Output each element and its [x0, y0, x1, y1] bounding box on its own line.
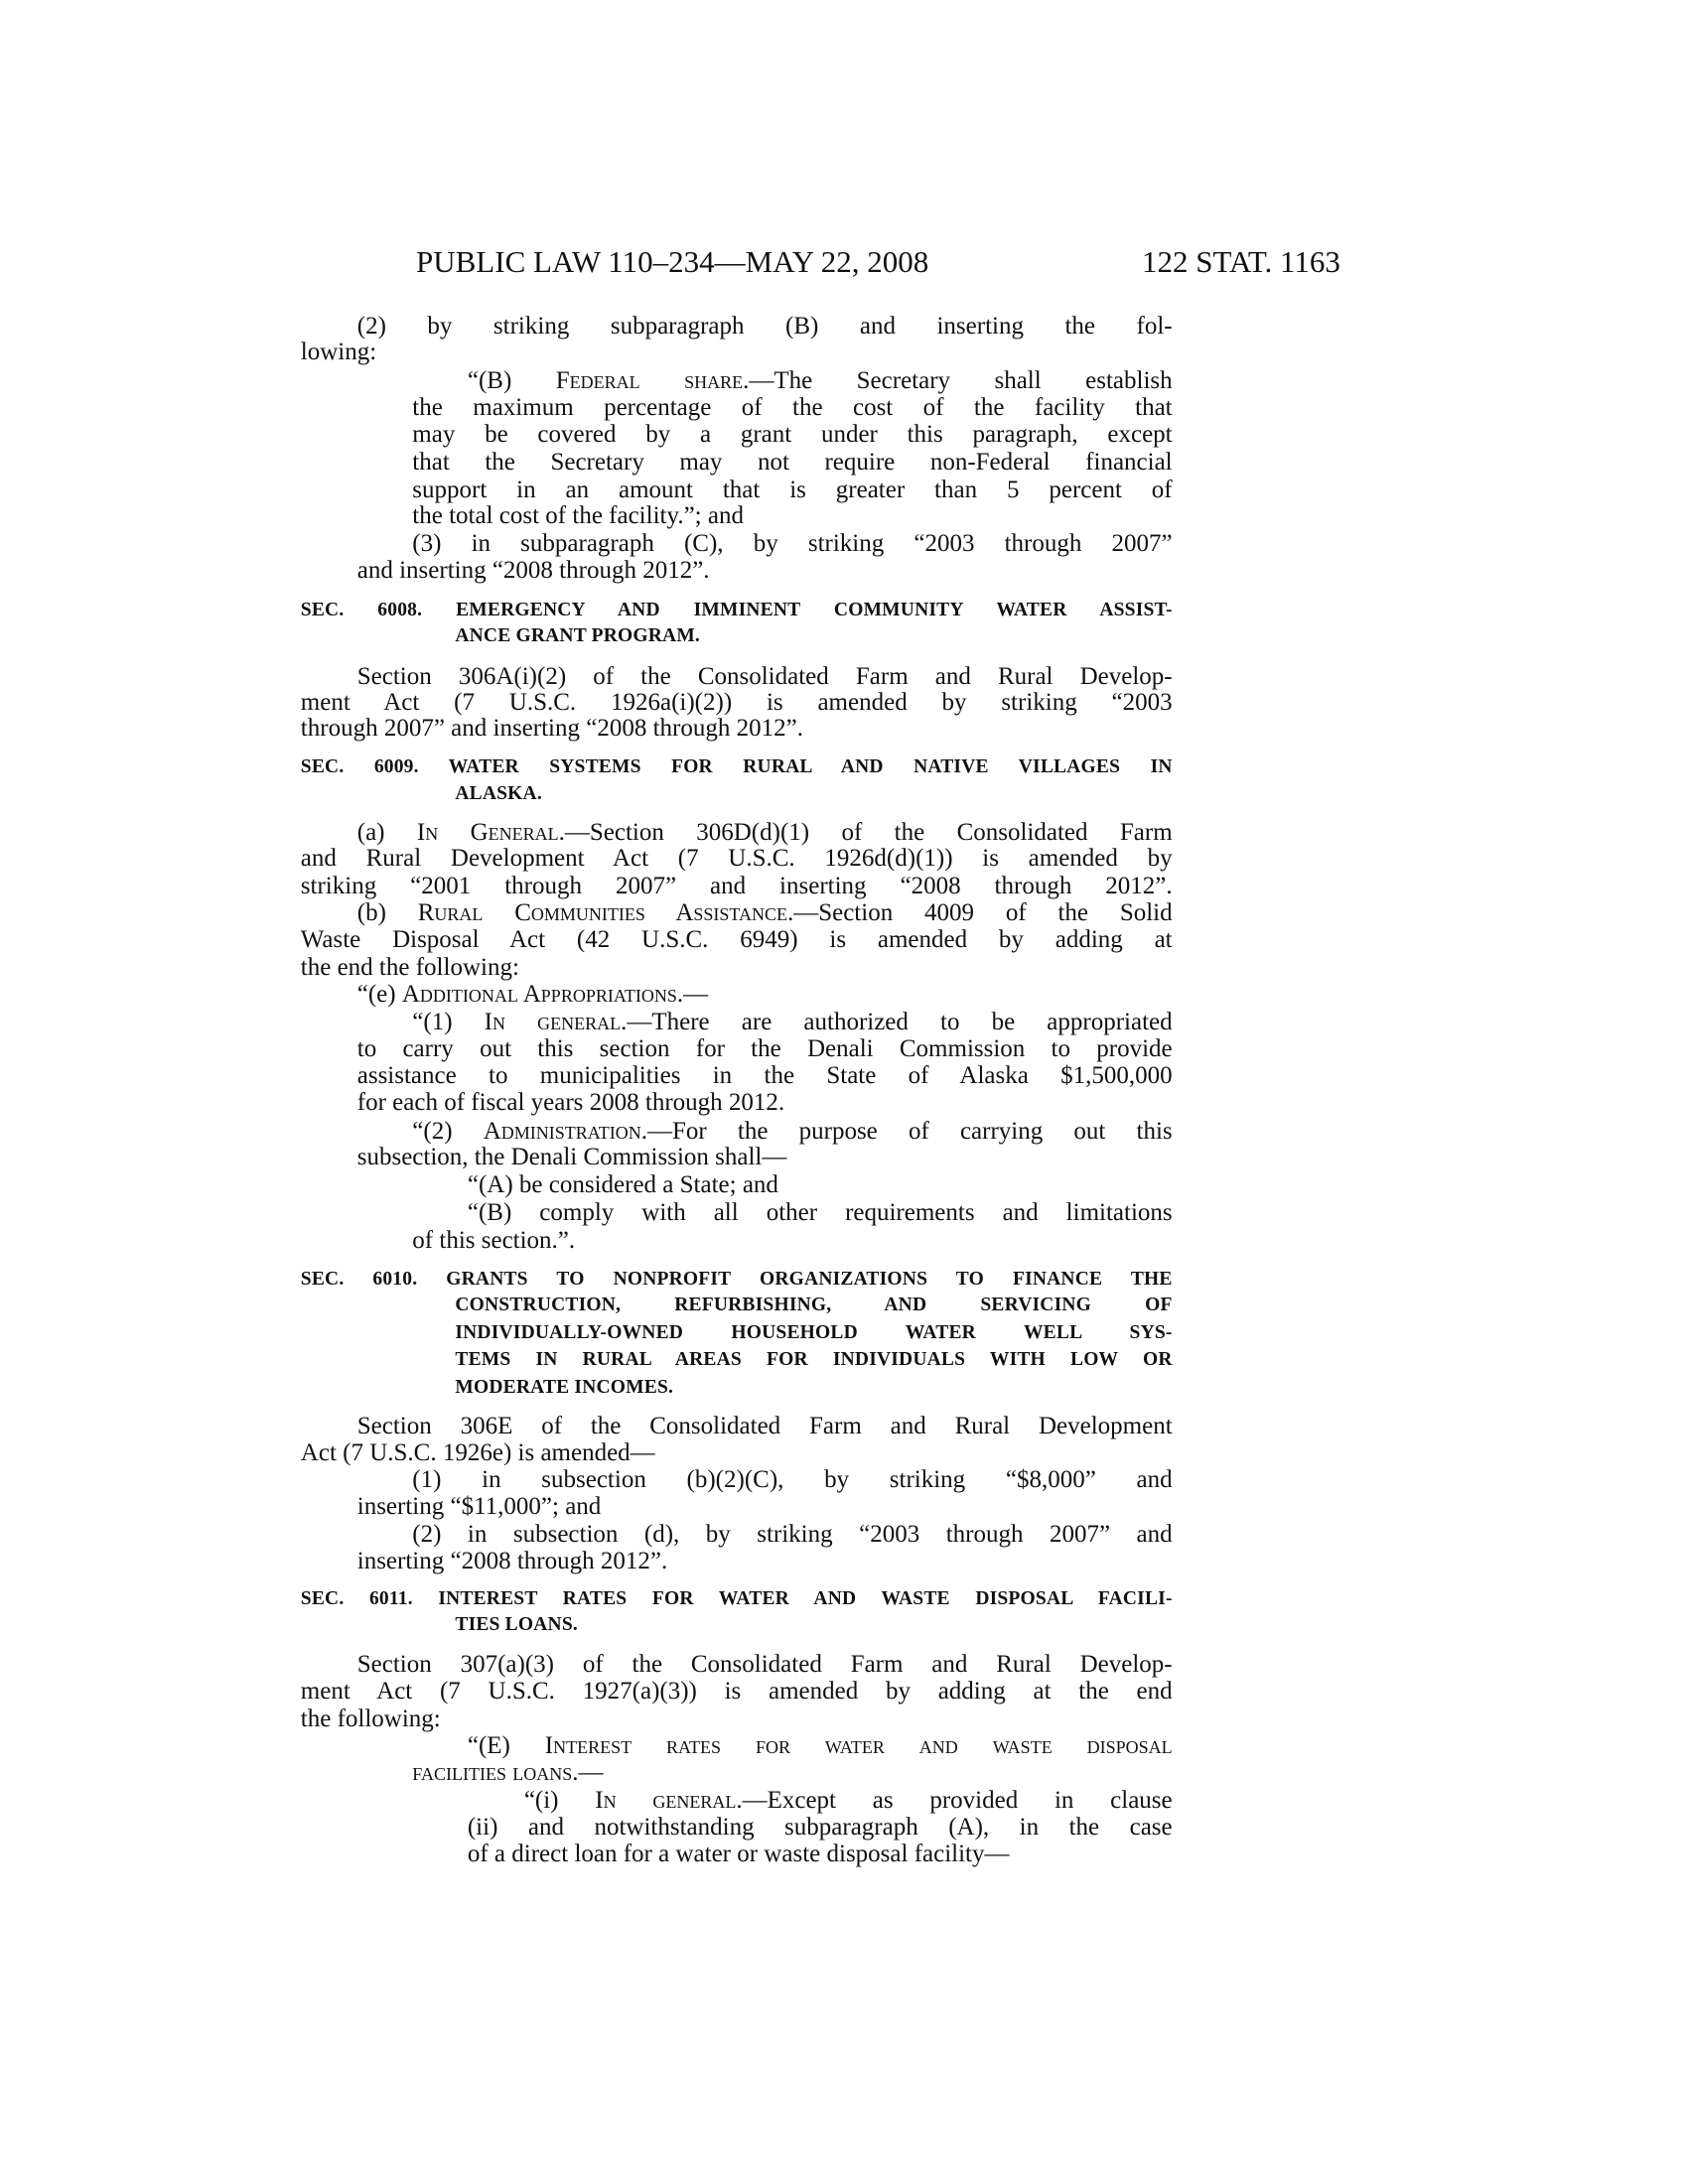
text-line: [412, 421, 1172, 449]
text-span: .—: [676, 981, 709, 1009]
text-span: .—Section 306D(d)(1) of the Consolidated Farm: [558, 818, 1173, 846]
section-heading-line: [455, 1319, 1172, 1347]
small-caps-heading: In general: [484, 1009, 622, 1036]
text-span: “(1): [412, 1009, 485, 1036]
text-span: “(2): [412, 1117, 484, 1145]
text-span: and Rural Development Act (7 U.S.C. 1926d(d)(1)) is amended by: [300, 844, 1173, 872]
section-heading-line: [301, 597, 1173, 624]
section-heading-line: [455, 1292, 1172, 1319]
text-span: subsection, the Denali Commission shall—: [356, 1144, 787, 1171]
text-line: [301, 873, 1173, 900]
text-span: of a direct loan for a water or waste disposal facility—: [467, 1840, 1010, 1867]
text-line: [357, 1062, 1173, 1090]
text-span: (3) in subparagraph (C), by striking “2003 through 2007”: [412, 530, 1173, 558]
text-span: Waste Disposal Act (42 U.S.C. 6949) is amended by adding at: [300, 925, 1173, 953]
text-span: SEC. 6009. WATER SYSTEMS FOR RURAL AND NATIVE VILLAGES IN: [300, 756, 1173, 778]
text-line: [357, 899, 1173, 927]
text-line: [357, 1413, 1173, 1440]
small-caps-heading: Federal share: [555, 367, 744, 395]
text-span: striking “2001 through 2007” and inserting “2008 through 2012”.: [300, 872, 1173, 899]
text-line: [301, 339, 1173, 366]
text-line: [468, 1814, 1173, 1842]
section-heading-line: [301, 1585, 1173, 1613]
text-span: (1) in subsection (b)(2)(C), by striking “$8,000” and: [412, 1466, 1173, 1494]
text-span: INDIVIDUALLY-OWNED HOUSEHOLD WATER WELL SYS-: [455, 1321, 1173, 1343]
small-caps-heading: facilities loans: [412, 1758, 573, 1786]
text-line: [412, 502, 1172, 530]
text-line: [412, 394, 1172, 422]
text-line: [468, 1841, 1173, 1868]
text-span: to carry out this section for the Denali Commission to provide: [356, 1034, 1173, 1062]
text-span: SEC. 6011. INTEREST RATES FOR WATER AND WASTE DISPOSAL FACILI-: [300, 1587, 1173, 1609]
text-line: [412, 1759, 1172, 1787]
text-span: lowing:: [300, 339, 377, 366]
text-line: [412, 477, 1172, 504]
text-span: ALASKA.: [455, 782, 542, 804]
text-line: [301, 954, 1173, 982]
text-line: [301, 845, 1173, 873]
text-span: MODERATE INCOMES.: [455, 1377, 674, 1399]
small-caps-heading: In General: [416, 818, 559, 846]
text-span: (2) in subsection (d), by striking “2003 through 2007” and: [412, 1520, 1173, 1548]
text-span: may be covered by a grant under this paragraph, except: [412, 421, 1173, 449]
text-span: SEC. 6008. EMERGENCY AND IMMINENT COMMUNITY WATER ASSIST-: [300, 599, 1173, 620]
text-span: (b): [356, 899, 418, 927]
text-span: .—Except as provided in clause: [736, 1786, 1173, 1814]
small-caps-heading: In general: [595, 1786, 737, 1814]
text-span: (ii) and notwithstanding subparagraph (A), in the case: [467, 1814, 1173, 1842]
text-line: [357, 819, 1173, 847]
text-line: [412, 449, 1172, 477]
text-line: [468, 1171, 1173, 1199]
section-heading-line: [301, 1266, 1173, 1294]
text-line: [301, 926, 1173, 954]
text-span: .—: [572, 1758, 604, 1786]
small-caps-heading: Administration: [483, 1117, 641, 1145]
small-caps-heading: Interest rates for water and waste disposal: [544, 1732, 1173, 1760]
text-span: support in an amount that is greater than 5 percent of: [412, 477, 1173, 504]
text-span: “(B): [467, 367, 556, 395]
text-span: “(i): [523, 1786, 596, 1814]
header-stat-page: 122 STAT. 1163: [1142, 244, 1340, 279]
text-line: [412, 1009, 1172, 1036]
section-heading-line: [455, 1346, 1172, 1374]
text-line: [468, 1732, 1173, 1760]
text-span: (a): [356, 818, 417, 846]
text-span: “(e): [356, 981, 402, 1009]
text-span: .—Section 4009 of the Solid: [786, 899, 1173, 927]
text-span: the total cost of the facility.”; and: [412, 502, 744, 530]
text-span: TEMS IN RURAL AREAS FOR INDIVIDUALS WITH LOW OR: [455, 1349, 1173, 1371]
text-span: (2) by striking subparagraph (B) and inserting the fol-: [356, 312, 1173, 340]
section-heading-line: [301, 753, 1173, 781]
text-line: [301, 1706, 1173, 1733]
text-line: [468, 367, 1173, 395]
text-span: Act (7 U.S.C. 1926e) is amended—: [300, 1438, 655, 1466]
section-heading-line: [455, 622, 1172, 650]
section-heading-line: [455, 780, 1172, 808]
text-span: through 2007” and inserting “2008 through 2012”.: [300, 715, 803, 743]
small-caps-heading: Additional Appropriations: [401, 981, 677, 1009]
text-line: [412, 1466, 1172, 1494]
text-line: [412, 1118, 1172, 1146]
text-span: “(E): [467, 1732, 545, 1760]
text-span: of this section.”.: [412, 1226, 576, 1254]
text-span: inserting “$11,000”; and: [356, 1492, 602, 1520]
text-line: [357, 1548, 1173, 1575]
text-span: the maximum percentage of the cost of the facility that: [412, 393, 1173, 421]
text-span: and inserting “2008 through 2012”.: [356, 556, 710, 584]
text-line: [357, 1493, 1173, 1521]
text-span: “(B) comply with all other requirements and limitations: [467, 1198, 1173, 1226]
text-line: [357, 663, 1173, 691]
text-line: [357, 1651, 1173, 1679]
text-span: ment Act (7 U.S.C. 1927(a)(3)) is amended by adding at the end: [300, 1677, 1173, 1705]
section-heading-line: [455, 1611, 1172, 1639]
text-line: [357, 1144, 1173, 1171]
section-heading-line: [455, 1374, 1172, 1402]
text-line: [301, 689, 1173, 717]
text-span: Section 306E of the Consolidated Farm and Rural Development: [356, 1413, 1173, 1440]
text-span: .—For the purpose of carrying out this: [640, 1117, 1173, 1145]
text-line: [412, 1227, 1172, 1255]
text-span: ment Act (7 U.S.C. 1926a(i)(2)) is amended by striking “2003: [300, 688, 1173, 716]
text-line: [357, 1035, 1173, 1063]
text-span: ANCE GRANT PROGRAM.: [455, 625, 701, 647]
text-line: [468, 1199, 1173, 1227]
header-title: PUBLIC LAW 110–234—MAY 22, 2008: [416, 244, 929, 279]
text-line: [357, 981, 1173, 1009]
text-span: TIES LOANS.: [455, 1614, 578, 1636]
text-line: [301, 1678, 1173, 1706]
text-line: [301, 715, 1173, 743]
text-line: [357, 1089, 1173, 1117]
text-span: Section 306A(i)(2) of the Consolidated Farm and Rural Develop-: [356, 662, 1173, 690]
text-span: .—The Secretary shall establish: [743, 367, 1173, 395]
text-span: for each of fiscal years 2008 through 2012.: [356, 1088, 785, 1116]
text-span: the end the following:: [300, 953, 519, 981]
text-span: inserting “2008 through 2012”.: [356, 1548, 668, 1575]
text-span: .—There are authorized to be appropriated: [621, 1009, 1173, 1036]
text-line: [412, 530, 1172, 558]
text-line: [412, 1521, 1172, 1549]
text-line: [301, 1439, 1173, 1467]
text-span: Section 307(a)(3) of the Consolidated Farm and Rural Develop-: [356, 1651, 1173, 1679]
text-line: [357, 557, 1173, 585]
text-span: SEC. 6010. GRANTS TO NONPROFIT ORGANIZATIONS TO FINANCE THE: [300, 1268, 1173, 1290]
text-span: the following:: [300, 1705, 441, 1732]
small-caps-heading: Rural Communities Assistance: [417, 899, 787, 927]
text-span: “(A) be considered a State; and: [467, 1171, 778, 1199]
text-span: CONSTRUCTION, REFURBISHING, AND SERVICING OF: [455, 1294, 1173, 1315]
text-span: that the Secretary may not require non-Federal financial: [412, 449, 1173, 477]
text-line: [357, 313, 1173, 341]
text-line: [524, 1787, 1173, 1815]
text-span: assistance to municipalities in the State of Alaska $1,500,000: [356, 1062, 1173, 1090]
